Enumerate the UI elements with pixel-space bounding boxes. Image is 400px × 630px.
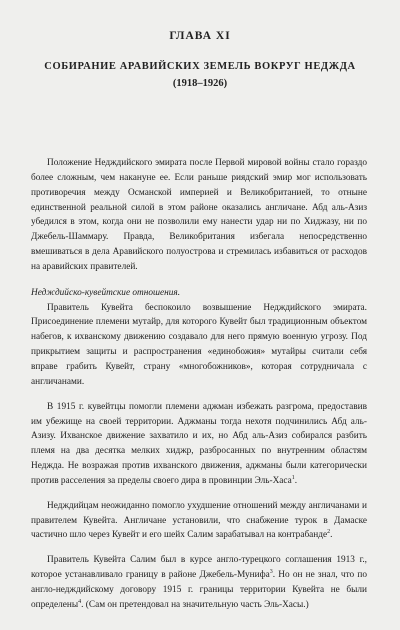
paragraph-salim: [31, 553, 367, 612]
paragraph-kuwait-concern: Правитель Кувейта беспокоило возвышение Недждийского эмирата. Присоединение племени мутайр, для которого Кувейт был традиционным объектом набегов, к ихванскому движению создавало для него прямую военную угрозу. Под прикрытием защиты и распространения «единобожия» мутайры считали себя вправе грабить Кувейт, страну «многобожников», которая сотрудничала с англичанами.: [31, 302, 367, 387]
paragraph-relations-text: Недждийцам неожиданно помогло ухудшение отношений между англичанами и правителем Кувейта. Англичане установили, что снабжение турок в Дамаске частично шло через Кувейт и его шейх Салим зарабатывал на контрабанде: [31, 500, 367, 541]
paragraph-salim-text-1: Правитель Кувейта Салим был в курсе англо-турецкого соглашения 1913 г., которое устанавливало границу в районе Джебель-Мунифа: [31, 555, 367, 581]
paragraph-relations: Недждийцам неожиданно помогло ухудшение отношений между англичанами и правителем Кувейта. Англичане установили, что снабжение турок в Дамаске частично шло через Кувейт и его шейх Салим зарабатывал на контрабанде$^2$.: [31, 500, 367, 541]
footnote-ref-2: 2: [327, 529, 331, 536]
footnote-ref-1: 1: [291, 474, 295, 481]
paragraph-salim-text-2: . Но он не знал, что по англо-недждийскому договору 1915 г. границы территории Кувейта не были определены: [31, 570, 367, 610]
page-body: [31, 156, 367, 613]
paragraph-salim-text-3: . (Сам он претендовал на значительную часть Эль-Хасы.): [81, 599, 309, 610]
chapter-title: СОБИРАНИЕ АРАВИЙСКИХ ЗЕМЕЛЬ ВОКРУГ НЕДЖДА: [44, 61, 356, 72]
chapter-heading: ГЛАВА XI: [169, 30, 231, 42]
section-subheading: Недждийско-кувейтские отношения.: [31, 287, 181, 298]
footnote-ref-4: 4: [78, 598, 82, 605]
footnote-ref-3: 3: [269, 569, 273, 575]
paragraph-ajman: В 1915 г. кувейтцы помогли племени аджман избежать разгрома, предоставив им убежище на своей территории. Аджманы тогда нехотя подчинились Абд аль-Азизу. Ихванское движение захватило и их, но Абд аль-Азиз собирался разбить племя на два десятка мелких хиджр, разбросанных по внутренним областям Неджда. Не возражая против ихванского движения, аджманы были категорически против расселения за пределы своего дира в провинции Эль-Хаса$^1$.: [31, 401, 367, 486]
paragraph-intro: Положение Недждийского эмирата после Первой мировой войны стало гораздо более сложным, чем накануне ее. Если раньше риядский эмир мог использовать противоречия между Османской империей и Великобританией, то отныне единственной реальной силой в этом районе оказались англичане. Абд аль-Азиз убедился в этом, когда они не позволили ему нанести удар ни по Хиджазу, ни по Джебель-Шаммару. Правда, Великобритания избегала непосредственно вмешиваться в дела Аравийского полуострова и стремилась избавиться от расходов на аравийских правителей.: [31, 158, 367, 272]
paragraph-ajman-text: В 1915 г. кувейтцы помогли племени аджман избежать разгрома, предоставив им убежище на своей территории. Аджманы тогда нехотя подчинились Абд аль-Азизу. Ихванское движение захватило и их, но Абд аль-Азиз собирался разбить племя на два десятка мелких хиджр, разбросанных по внутренним областям Неджда. Не возражая против ихванского движения, аджманы были категорически против расселения за пределы своего дира в провинции Эль-Хаса: [31, 401, 367, 486]
chapter-years: (1918–1926): [172, 78, 228, 89]
